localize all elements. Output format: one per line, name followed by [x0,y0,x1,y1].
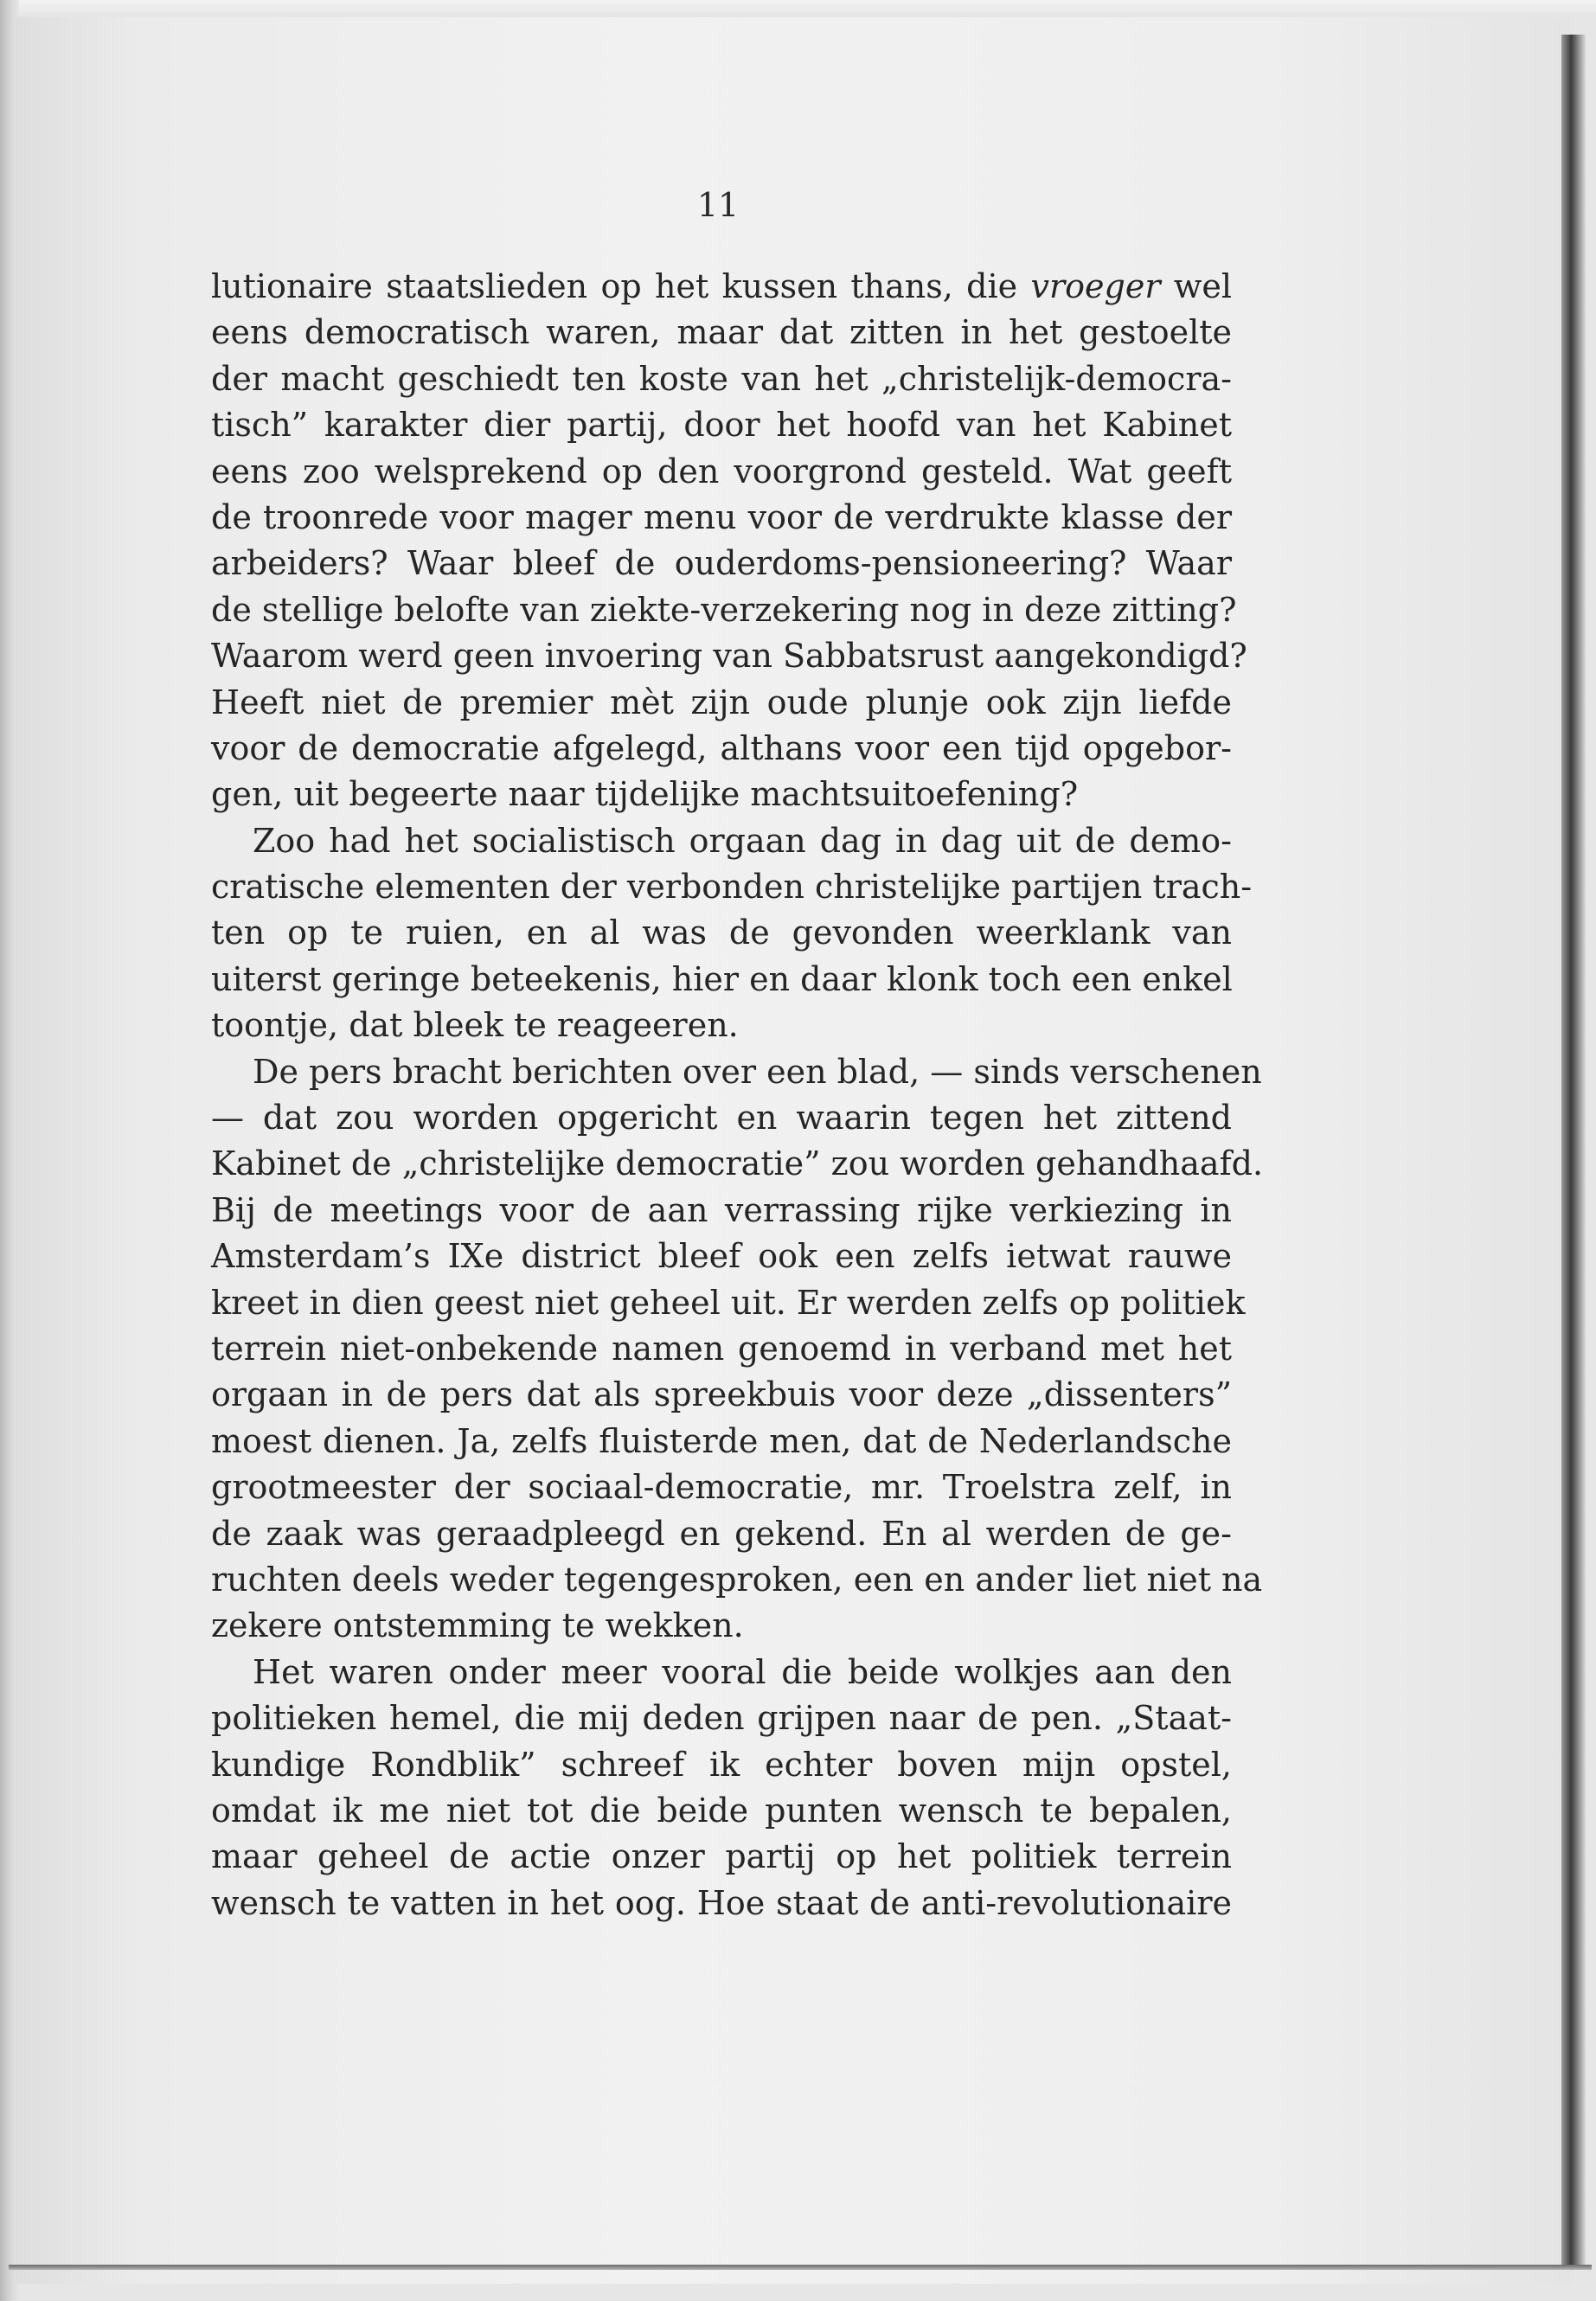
text-line [211,1788,1232,1834]
text-line [211,1095,1232,1141]
text-line-content: Bij de meetings voor de aan verrassing rijke verkiezing in [211,1190,1232,1229]
text-line-content: cratische elementen der verbonden christelijke partijen trach- [211,868,1253,907]
page-number: 11 [696,186,740,224]
text-line [211,1326,1232,1372]
text-line [211,587,1237,633]
page-gutter-shadow [1561,35,1586,2266]
text-line [211,957,1232,1003]
text-line-content: — dat zou worden opgericht en waarin tegen het zittend [211,1099,1232,1138]
text-line [211,449,1232,495]
text-line [211,541,1232,586]
text-line-content: zekere ontstemming te wekken. [211,1606,744,1645]
text-line-content: der macht geschiedt ten koste van het „christelijk-democra- [211,359,1232,398]
text-line [211,864,1253,910]
text-line-content: voor de democratie afgelegd, althans voor een tijd opgebor- [211,728,1232,767]
text-line [211,264,1232,310]
text-line-content: terrein niet-onbekende namen genoemd in verband met het [211,1329,1232,1368]
text-line-content: ruchten deels weder tegengesproken, een en ander liet niet na [211,1560,1263,1599]
text-line-content: Waarom werd geen invoering van Sabbatsrust aangekondigd? [211,637,1247,676]
text-line [211,1419,1232,1465]
text-line [211,910,1232,956]
text-line-content: gen, uit begeerte naar tijdelijke machtsuitoefening? [211,775,1079,814]
text-line [211,1465,1232,1510]
text-line-tail: wel [1160,267,1232,305]
text-line [211,1881,1232,1926]
text-line [211,726,1232,772]
text-line [211,495,1232,541]
text-line [211,402,1232,448]
text-line [211,1695,1232,1741]
text-line [211,1603,1232,1649]
text-line-content: Zoo had het socialistisch orgaan dag in dag uit de demo- [253,821,1232,860]
text-line [211,1511,1232,1557]
text-line-content: Amsterdam’s IXe district bleef ook een zelfs ietwat rauwe [211,1237,1232,1276]
text-line-content: grootmeester der sociaal-democratie, mr. Troelstra zelf, in [211,1468,1232,1507]
text-line-content: de troonrede voor mager menu voor de verdrukte klasse der [211,497,1232,536]
text-line [211,1742,1232,1788]
text-line [211,1188,1232,1234]
text-line-content: de zaak was geraadpleegd en gekend. En al werden de ge- [211,1514,1232,1553]
text-line-content: Kabinet de „christelijke democratie” zou worden gehandhaafd. [211,1144,1264,1183]
text-line-content: Heeft niet de premier mèt zijn oude plunje ook zijn liefde [211,683,1232,721]
text-line [211,1650,1232,1695]
text-line-content: politieken hemel, die mij deden grijpen naar de pen. „Staat- [211,1699,1232,1738]
text-line [211,1372,1232,1418]
text-line-content: kreet in dien geest niet geheel uit. Er werden zelfs op politiek [211,1283,1246,1322]
text-line-content: uiterst geringe beteekenis, hier en daar klonk toch een enkel [211,959,1233,998]
text-line [211,1049,1262,1095]
page-bottom-edge [9,2265,1592,2270]
text-line-content: toontje, dat bleek te reageeren. [211,1006,739,1045]
text-line [211,1141,1264,1187]
text-line-content: maar geheel de actie onzer partij op het politiek terrein [211,1837,1232,1876]
text-line [211,1280,1246,1326]
text-line-content: wensch te vatten in het oog. Hoe staat de anti-revolutionaire [211,1883,1232,1922]
text-line-content: De pers bracht berichten over een blad, — sinds verschenen [253,1052,1262,1091]
text-line [211,1557,1263,1603]
text-line [211,1003,1232,1048]
text-line-content: ten op te ruien, en al was de gevonden weerklank van [211,913,1232,952]
text-line-content: arbeiders? Waar bleef de ouderdoms-pensioneering? Waar [211,544,1232,583]
text-line-content: moest dienen. Ja, zelfs fluisterde men, dat de Nederlandsche [211,1421,1232,1460]
body-text [211,264,1264,1926]
text-line [211,818,1232,864]
text-line-content: orgaan in de pers dat als spreekbuis voor deze „dissenters” [211,1375,1232,1414]
text-line-content: Het waren onder meer vooral die beide wolkjes aan den [253,1652,1232,1691]
text-line [211,680,1232,726]
text-line [211,1834,1232,1880]
italic-word: vroeger [1030,267,1161,305]
text-line-content: eens zoo welsprekend op den voorgrond gesteld. Wat geeft [211,452,1232,490]
text-line [211,356,1232,402]
scan-edge-top [0,0,1596,16]
text-line [211,310,1232,356]
text-line-content: omdat ik me niet tot die beide punten wensch te bepalen, [211,1791,1232,1830]
text-line-content: lutionaire staatslieden op het kussen thans, die [211,267,1031,305]
text-line-content: de stellige belofte van ziekte-verzekering nog in deze zitting? [211,590,1237,629]
text-line-content: eens democratisch waren, maar dat zitten in het gestoelte [211,313,1232,352]
text-line [211,633,1247,679]
text-line [211,1234,1232,1279]
text-line-content: kundige Rondblik” schreef ik echter boven mijn opstel, [211,1745,1232,1784]
text-line-content: tisch” karakter dier partij, door het hoofd van het Kabinet [211,406,1232,445]
text-line [211,772,1232,817]
